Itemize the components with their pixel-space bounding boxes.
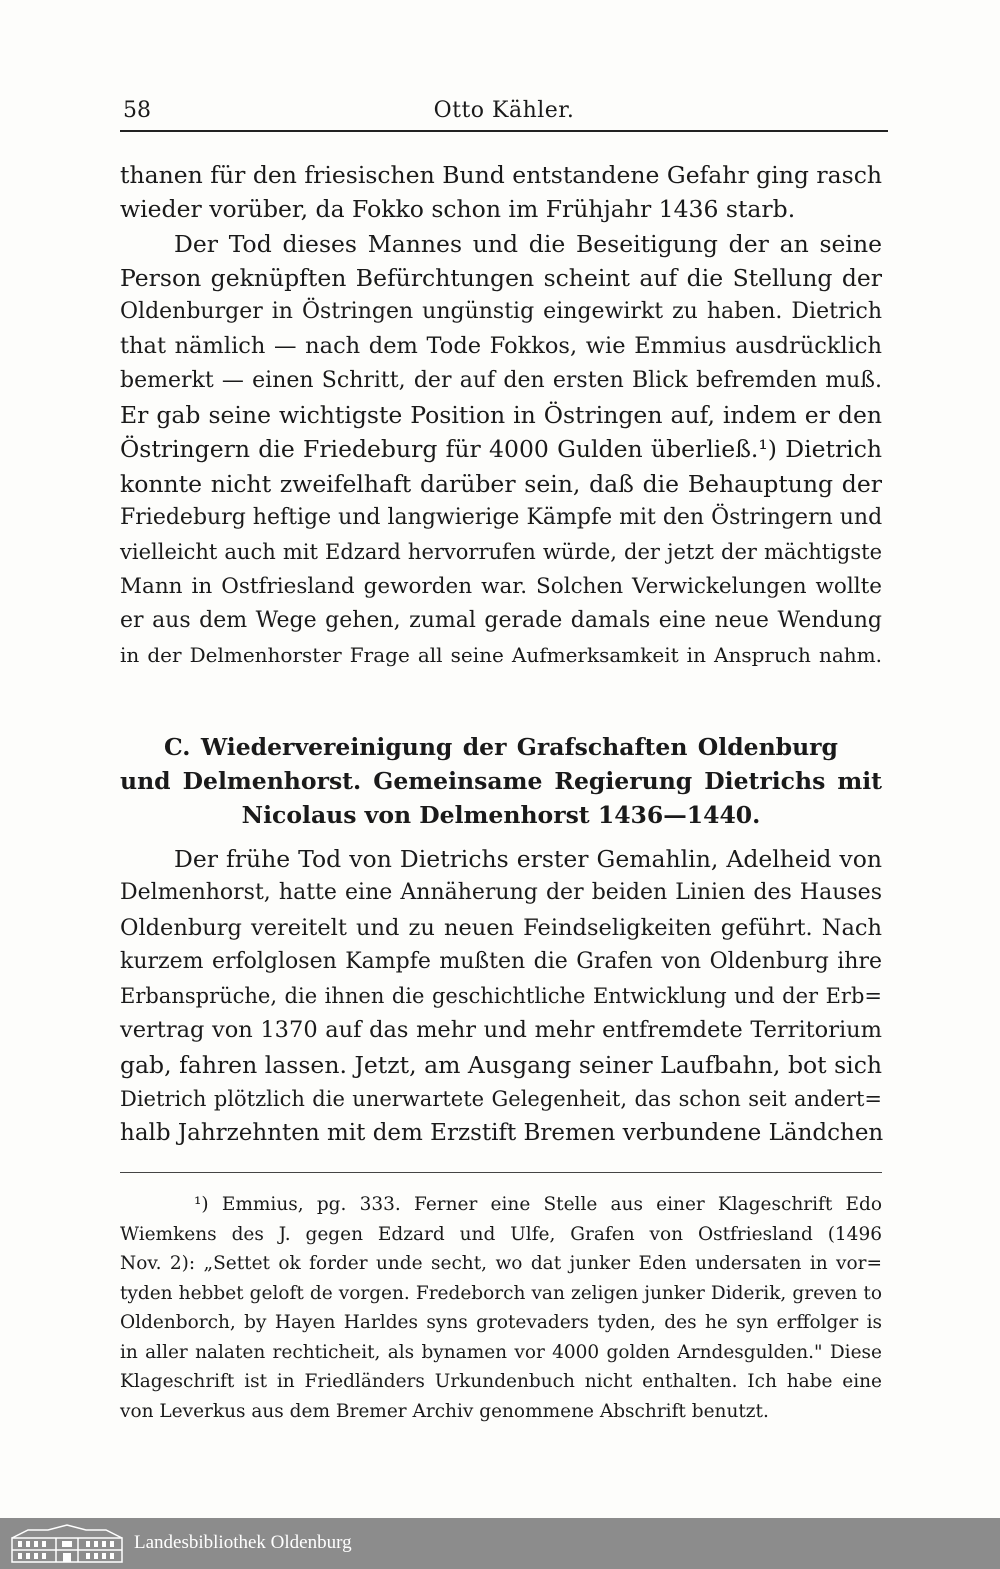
body-paragraphs (120, 158, 882, 672)
footnote-line: von Leverkus aus dem Bremer Archiv genommene Abschrift benutzt. (120, 1400, 769, 1422)
text-line: vielleicht auch mit Edzard hervorrufen würde, der jetzt der mächtigste (120, 540, 882, 565)
text-line: Erbansprüche, die ihnen die geschichtliche Entwicklung und der Erb= (120, 984, 882, 1009)
footnote-line: Oldenborch, by Hayen Harldes syns grotevaders tyden, des he syn erffolger is (120, 1312, 882, 1333)
text-line: bemerkt — einen Schritt, der auf den ersten Blick befremden muß. (120, 367, 882, 393)
text-line: that nämlich — nach dem Tode Fokkos, wie Emmius ausdrücklich (120, 333, 882, 360)
footnote-line: Wiemkens des J. gegen Edzard und Ulfe, Grafen von Ostfriesland (1496 (120, 1223, 882, 1245)
library-building-icon (8, 1524, 126, 1564)
section-paragraph (120, 842, 882, 1151)
text-line: Person geknüpften Befürchtungen scheint auf die Stellung der (120, 263, 882, 292)
section-heading (120, 730, 882, 832)
text-line: wieder vorüber, da Fokko schon im Frühjahr 1436 starb. (120, 195, 796, 224)
footnote (120, 1190, 882, 1426)
text-line: kurzem erfolglosen Kampfe mußten die Grafen von Oldenburg ihre (120, 948, 882, 974)
header-rule (120, 130, 888, 132)
text-line: er aus dem Wege gehen, zumal gerade damals eine neue Wendung (120, 607, 882, 633)
text-line: Delmenhorst, hatte eine Annäherung der beiden Linien des Hauses (120, 880, 882, 906)
page-number: 58 (123, 98, 151, 123)
running-title: Otto Kähler. (433, 98, 575, 123)
footnote-line: Nov. 2): „Settet ok forder unde secht, wo dat junker Eden undersaten in vor= (120, 1253, 882, 1274)
text-line: Der Tod dieses Mannes und die Beseitigung der an seine (174, 229, 882, 258)
text-line: Oldenburger in Östringen ungünstig eingewirkt zu haben. Dietrich (120, 299, 882, 325)
heading-line: und Delmenhorst. Gemeinsame Regierung Dietrichs mit (120, 767, 882, 795)
text-line: gab, fahren lassen. Jetzt, am Ausgang seiner Laufbahn, bot sich (120, 1050, 882, 1079)
footnote-rule (120, 1172, 882, 1173)
text-line: Oldenburg vereitelt und zu neuen Feindseligkeiten geführt. Nach (120, 914, 882, 941)
text-line: Dietrich plötzlich die unerwartete Gelegenheit, das schon seit andert= (120, 1087, 882, 1112)
library-name: Landesbibliothek Oldenburg (134, 1532, 352, 1553)
footnote-line: Klageschrift ist in Friedländers Urkundenbuch nicht enthalten. Ich habe eine (120, 1371, 882, 1392)
text-line: Er gab seine wichtigste Position in Östringen auf, indem er den (120, 401, 882, 430)
text-line: Östringern die Friedeburg für 4000 Gulden überließ.¹) Dietrich (120, 435, 882, 464)
text-line: thanen für den friesischen Bund entstandene Gefahr ging rasch (120, 161, 882, 189)
heading-line: C. Wiedervereinigung der Grafschaften Oldenburg (164, 733, 838, 761)
text-line: vertrag von 1370 auf das mehr und mehr entfremdete Territorium (120, 1017, 882, 1044)
page-header (120, 98, 888, 134)
text-line: konnte nicht zweifelhaft darüber sein, daß die Behauptung der (120, 469, 882, 498)
footnote-line: tyden hebbet geloft de vorgen. Fredeborch van zeligen junker Diderik, greven to (120, 1282, 882, 1304)
footnote-line: in aller nalaten rechticheit, als bynamen vor 4000 golden Arndesgulden." Diese (120, 1341, 882, 1363)
text-line: halb Jahrzehnten mit dem Erzstift Bremen verbundene Ländchen (120, 1120, 884, 1147)
text-line: Der frühe Tod von Dietrichs erster Gemahlin, Adelheid von (174, 845, 882, 873)
text-line: Friedeburg heftige und langwierige Kämpfe mit den Östringern und (120, 504, 883, 530)
heading-line: Nicolaus von Delmenhorst 1436—1440. (241, 801, 761, 829)
text-line: Mann in Ostfriesland geworden war. Solchen Verwickelungen wollte (120, 573, 882, 599)
footnote-line: ¹) Emmius, pg. 333. Ferner eine Stelle aus einer Klageschrift Edo (194, 1194, 882, 1215)
text-line: in der Delmenhorster Frage all seine Aufmerksamkeit in Anspruch nahm. (120, 643, 882, 668)
library-footer-bar (0, 1518, 1000, 1569)
